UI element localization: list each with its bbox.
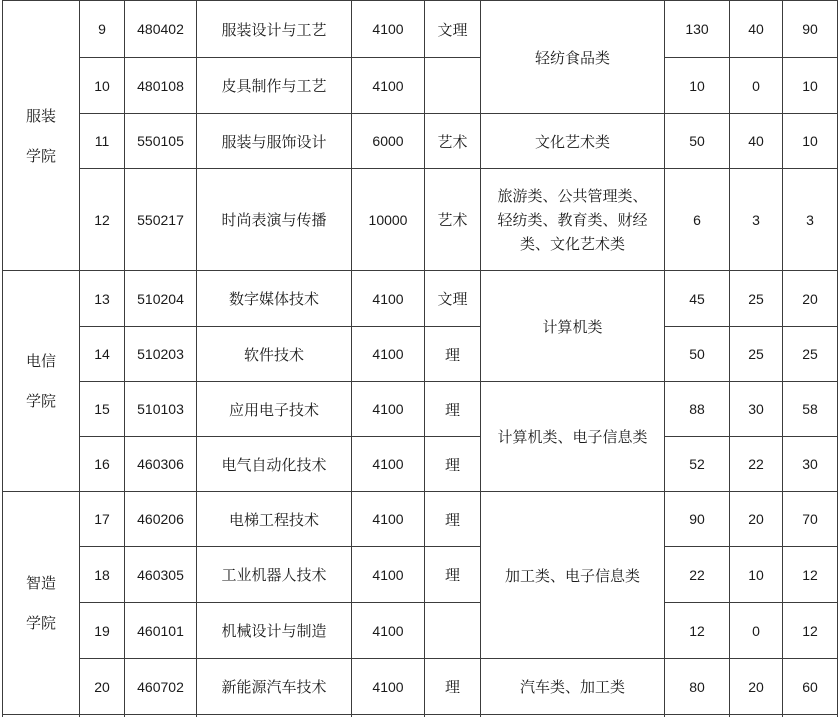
major-name: 新能源汽车技术: [197, 659, 352, 715]
tuition-fee: 4100: [352, 659, 425, 715]
major-code: 480108: [125, 58, 197, 114]
plan-count-b: 3: [783, 169, 838, 271]
row-number: 18: [80, 547, 125, 603]
table-row: [3, 659, 838, 715]
plan-count-a: 20: [730, 492, 783, 547]
subject-type: 理: [425, 382, 481, 437]
table-row: [3, 547, 838, 603]
tuition-fee: 4100: [352, 437, 425, 492]
tuition-fee: 4100: [352, 603, 425, 659]
subject-type: 文理: [425, 271, 481, 327]
subject-type: 文理: [425, 1, 481, 58]
plan-total: 12: [665, 603, 730, 659]
subject-type: 理: [425, 437, 481, 492]
major-name: 电梯工程技术: [197, 492, 352, 547]
major-code: 460206: [125, 492, 197, 547]
row-number: 20: [80, 659, 125, 715]
table-row: [3, 382, 838, 437]
subject-type: 理: [425, 327, 481, 382]
major-code: 510204: [125, 271, 197, 327]
plan-count-a: 25: [730, 271, 783, 327]
tuition-fee: 6000: [352, 114, 425, 169]
college-cell: 智造 学院: [3, 492, 80, 715]
tuition-fee: 4100: [352, 547, 425, 603]
row-number: 19: [80, 603, 125, 659]
subject-type: [425, 603, 481, 659]
major-name: 工业机器人技术: [197, 547, 352, 603]
category-cell: 加工类、电子信息类: [481, 492, 665, 659]
plan-count-a: 22: [730, 437, 783, 492]
plan-total: 50: [665, 327, 730, 382]
major-name: 电气自动化技术: [197, 437, 352, 492]
major-code: 550105: [125, 114, 197, 169]
tuition-fee: 4100: [352, 271, 425, 327]
major-name: 数字媒体技术: [197, 271, 352, 327]
row-number: 17: [80, 492, 125, 547]
major-code: 460306: [125, 437, 197, 492]
major-code: 510203: [125, 327, 197, 382]
major-name: 时尚表演与传播: [197, 169, 352, 271]
subject-type: [425, 58, 481, 114]
table-row: [3, 271, 838, 327]
major-name: 软件技术: [197, 327, 352, 382]
row-number: 15: [80, 382, 125, 437]
plan-count-a: 3: [730, 169, 783, 271]
subject-type: 理: [425, 659, 481, 715]
row-number: 14: [80, 327, 125, 382]
plan-total: 50: [665, 114, 730, 169]
table-row: [3, 492, 838, 547]
plan-count-a: 25: [730, 327, 783, 382]
major-name: 服装与服饰设计: [197, 114, 352, 169]
major-name: 皮具制作与工艺: [197, 58, 352, 114]
plan-total: 45: [665, 271, 730, 327]
plan-total: 80: [665, 659, 730, 715]
row-number: 12: [80, 169, 125, 271]
table-row: [3, 437, 838, 492]
category-cell: 轻纺食品类: [481, 1, 665, 114]
table-row: [3, 114, 838, 169]
category-cell: 文化艺术类: [481, 114, 665, 169]
category-cell: 汽车类、加工类: [481, 659, 665, 715]
plan-total: 130: [665, 1, 730, 58]
major-code: 480402: [125, 1, 197, 58]
row-number: 11: [80, 114, 125, 169]
plan-count-a: 0: [730, 58, 783, 114]
major-code: 460305: [125, 547, 197, 603]
major-name: 应用电子技术: [197, 382, 352, 437]
subject-type: 艺术: [425, 169, 481, 271]
plan-count-a: 40: [730, 114, 783, 169]
plan-count-b: 10: [783, 58, 838, 114]
subject-type: 理: [425, 492, 481, 547]
plan-count-a: 0: [730, 603, 783, 659]
plan-total: 6: [665, 169, 730, 271]
plan-count-b: 90: [783, 1, 838, 58]
row-number: 16: [80, 437, 125, 492]
category-cell: 计算机类、电子信息类: [481, 382, 665, 492]
row-number: 13: [80, 271, 125, 327]
table-row: [3, 1, 838, 58]
plan-count-b: 60: [783, 659, 838, 715]
major-code: 550217: [125, 169, 197, 271]
tuition-fee: 4100: [352, 327, 425, 382]
table-row: [3, 603, 838, 659]
college-cell: 服装 学院: [3, 1, 80, 271]
category-cell: 计算机类: [481, 271, 665, 382]
college-cell: 电信 学院: [3, 271, 80, 492]
enrollment-plan-table: [2, 0, 838, 717]
plan-count-b: 25: [783, 327, 838, 382]
plan-total: 88: [665, 382, 730, 437]
plan-count-b: 12: [783, 603, 838, 659]
plan-count-a: 30: [730, 382, 783, 437]
major-code: 510103: [125, 382, 197, 437]
table-row: [3, 169, 838, 271]
plan-count-a: 10: [730, 547, 783, 603]
plan-count-a: 20: [730, 659, 783, 715]
plan-count-b: 20: [783, 271, 838, 327]
plan-count-b: 30: [783, 437, 838, 492]
category-cell: 旅游类、公共管理类、 轻纺类、教育类、财经 类、文化艺术类: [481, 169, 665, 271]
plan-total: 90: [665, 492, 730, 547]
table-row: [3, 58, 838, 114]
plan-count-b: 70: [783, 492, 838, 547]
plan-count-b: 10: [783, 114, 838, 169]
plan-count-a: 40: [730, 1, 783, 58]
row-number: 9: [80, 1, 125, 58]
major-code: 460101: [125, 603, 197, 659]
major-name: 机械设计与制造: [197, 603, 352, 659]
plan-total: 52: [665, 437, 730, 492]
major-code: 460702: [125, 659, 197, 715]
subject-type: 理: [425, 547, 481, 603]
plan-count-b: 58: [783, 382, 838, 437]
tuition-fee: 4100: [352, 382, 425, 437]
subject-type: 艺术: [425, 114, 481, 169]
plan-total: 10: [665, 58, 730, 114]
row-number: 10: [80, 58, 125, 114]
plan-total: 22: [665, 547, 730, 603]
tuition-fee: 4100: [352, 1, 425, 58]
table-row: [3, 327, 838, 382]
tuition-fee: 4100: [352, 492, 425, 547]
tuition-fee: 4100: [352, 58, 425, 114]
major-name: 服装设计与工艺: [197, 1, 352, 58]
tuition-fee: 10000: [352, 169, 425, 271]
plan-count-b: 12: [783, 547, 838, 603]
